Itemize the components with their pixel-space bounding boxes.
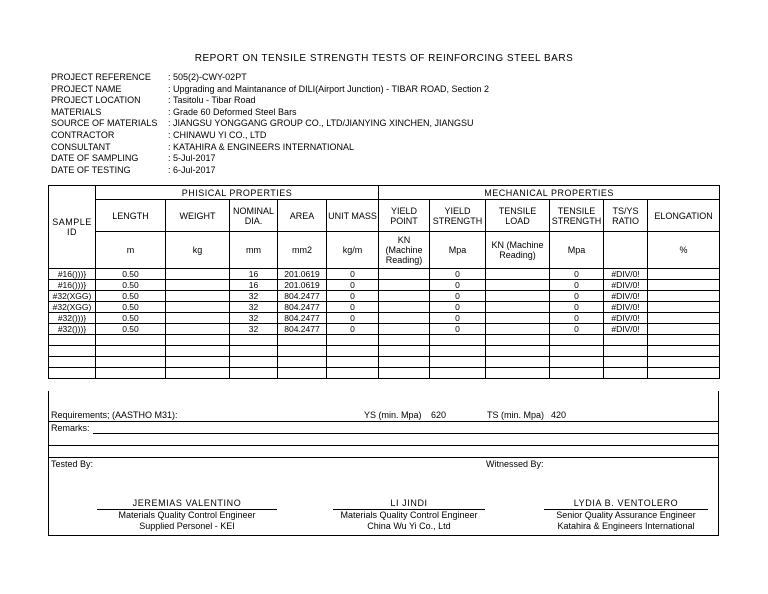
ratio-cell: #DIV/0! [604,269,648,280]
tensile-strength-cell: 0 [550,324,604,335]
info-label: DATE OF TESTING [51,164,131,175]
unit-mass-cell: 0 [327,291,379,302]
signatory-role: Senior Quality Assurance Engineer [544,509,708,521]
unit-mass-unit: kg/m [327,232,379,269]
sample-id-header: SAMPLE ID [49,186,96,269]
table-row [49,291,720,302]
signature-block-tester [97,498,277,532]
elongation-cell [648,280,720,291]
yield-strength-cell: 0 [430,269,486,280]
unit-mass-cell: 0 [327,324,379,335]
tensile-load-cell [486,291,550,302]
info-row-project-name: PROJECT NAME : Upgrading and Maintanance of DILI(Airport Junction) - TIBAR ROAD, Section 2 [51,83,489,94]
unit-mass-header: UNIT MASS [327,200,379,232]
info-value: 505(2)-CWY-02PT [173,72,247,82]
info-label: PROJECT REFERENCE [51,72,151,82]
tensile-load-unit: KN (Machine Reading) [486,232,550,269]
ts-min-label: TS (min. Mpa) [487,410,545,420]
tensile-load-cell [486,324,550,335]
info-value: CHINAWU YI CO., LTD [173,129,267,140]
unit-mass-cell: 0 [327,269,379,280]
yield-point-cell [379,269,430,280]
tested-by-label: Tested By: [51,459,94,469]
table-row [49,269,720,280]
unit-mass-cell: 0 [327,302,379,313]
nominal-unit: mm [230,232,278,269]
nominal-cell: 32 [230,302,278,313]
elongation-unit: % [648,232,720,269]
divider [49,421,718,422]
signature-block-witness [544,498,708,532]
weight-cell [166,280,230,291]
weight-header: WEIGHT [166,200,230,232]
yield-strength-header: YIELD STRENGTH [430,200,486,232]
info-label: CONTRACTOR [51,129,115,140]
ratio-cell: #DIV/0! [604,280,648,291]
elongation-cell [648,291,720,302]
signatory-org: China Wu Yi Co., Ltd [367,521,451,531]
tensile-strength-cell: 0 [550,313,604,324]
tensile-strength-cell: 0 [550,291,604,302]
yield-strength-cell: 0 [430,324,486,335]
length-cell: 0.50 [96,269,166,280]
length-cell: 0.50 [96,324,166,335]
weight-cell [166,324,230,335]
elongation-cell [648,313,720,324]
ratio-unit [604,232,648,269]
remarks-line [49,445,718,446]
info-row-project-location: PROJECT LOCATION : Tasitolu - Tibar Road [51,95,256,106]
sample-id-cell: #32(XGG) [49,291,96,302]
results-table [48,185,720,379]
table-row [49,313,720,324]
info-row-contractor: CONTRACTOR : CHINAWU YI CO., LTD [51,129,267,140]
info-label: DATE OF SAMPLING [51,153,139,164]
elongation-header: ELONGATION [648,200,720,232]
section-header-row [49,186,720,200]
info-value: JIANGSU YONGGANG GROUP CO., LTD/JIANYING XINCHEN, JIANGSU [173,118,474,129]
ratio-cell: #DIV/0! [604,302,648,313]
length-unit: m [96,232,166,269]
ratio-cell: #DIV/0! [604,291,648,302]
info-label: PROJECT NAME [51,83,122,94]
table-row [49,302,720,313]
area-cell: 804.2477 [278,302,327,313]
signatory-org: Supplied Personel - KEI [139,521,235,531]
tensile-strength-cell: 0 [550,302,604,313]
info-row-project-reference: PROJECT REFERENCE : 505(2)-CWY-02PT [51,72,247,82]
signatory-org: Katahira & Engineers International [557,521,695,531]
column-names-row [49,200,720,232]
remarks-line [93,433,718,434]
tensile-strength-cell: 0 [550,280,604,291]
tensile-load-cell [486,302,550,313]
signatory-name: LI JINDI [390,498,428,508]
unit-mass-cell: 0 [327,313,379,324]
tensile-load-cell [486,269,550,280]
info-value: 5-Jul-2017 [173,153,216,164]
length-cell: 0.50 [96,313,166,324]
yield-strength-cell: 0 [430,280,486,291]
area-header: AREA [278,200,327,232]
tensile-load-header: TENSILE LOAD [486,200,550,232]
info-row-materials: MATERIALS : Grade 60 Deformed Steel Bars [51,106,297,117]
yield-point-cell [379,313,430,324]
witnessed-by-label: Witnessed By: [486,459,544,469]
tensile-strength-unit: Mpa [550,232,604,269]
signatory-name: JEREMIAS VALENTINO [132,498,242,508]
info-row-date-testing: DATE OF TESTING : 6-Jul-2017 [51,164,216,175]
area-cell: 201.0619 [278,280,327,291]
tensile-strength-cell: 0 [550,269,604,280]
signatory-role: Materials Quality Control Engineer [97,509,277,521]
tensile-strength-header: TENSILE STRENGTH [550,200,604,232]
yield-strength-cell: 0 [430,313,486,324]
sample-id-cell: #32()))} [49,324,96,335]
info-row-consultant: CONSULTANT : KATAHIRA & ENGINEERS INTERNATIONAL [51,141,355,152]
yield-strength-unit: Mpa [430,232,486,269]
ys-min-label: YS (min. Mpa) [364,410,422,420]
sample-id-cell: #16()))} [49,280,96,291]
area-cell: 804.2477 [278,291,327,302]
yield-point-cell [379,302,430,313]
empty-row [49,357,720,368]
info-value: Tasitolu - Tibar Road [173,95,256,106]
weight-cell [166,269,230,280]
nominal-cell: 32 [230,324,278,335]
empty-row [49,335,720,346]
sample-id-cell: #16()))} [49,269,96,280]
yield-point-unit: KN (Machine Reading) [379,232,430,269]
yield-point-header: YIELD POINT [379,200,430,232]
empty-row [49,368,720,379]
sample-id-cell: #32()))} [49,313,96,324]
nominal-cell: 16 [230,280,278,291]
info-row-source: SOURCE OF MATERIALS : JIANGSU YONGGANG GROUP CO., LTD/JIANYING XINCHEN, JIANGSU [51,118,474,129]
tensile-load-cell [486,280,550,291]
ratio-cell: #DIV/0! [604,313,648,324]
sample-id-cell: #32(XGG) [49,302,96,313]
mechanical-properties-header: MECHANICAL PROPERTIES [379,186,720,200]
units-row [49,232,720,269]
info-value: KATAHIRA & ENGINEERS INTERNATIONAL [173,141,355,152]
weight-cell [166,313,230,324]
info-row-date-sampling: DATE OF SAMPLING : 5-Jul-2017 [51,153,216,164]
area-cell: 804.2477 [278,313,327,324]
info-value: Grade 60 Deformed Steel Bars [173,106,297,117]
weight-unit: kg [166,232,230,269]
weight-cell [166,302,230,313]
nominal-cell: 16 [230,269,278,280]
tensile-load-cell [486,313,550,324]
nominal-dia-header: NOMINAL DIA. [230,200,278,232]
length-cell: 0.50 [96,291,166,302]
table-row [49,280,720,291]
length-cell: 0.50 [96,302,166,313]
table-row [49,324,720,335]
area-cell: 804.2477 [278,324,327,335]
report-footer [48,391,719,536]
info-label: CONSULTANT [51,141,111,152]
yield-strength-cell: 0 [430,291,486,302]
ts-min-value: 420 [551,410,567,420]
elongation-cell [648,302,720,313]
info-label: MATERIALS [51,106,102,117]
info-label: PROJECT LOCATION [51,95,141,106]
signatory-role: Materials Quality Control Engineer [333,509,485,521]
area-unit: mm2 [278,232,327,269]
ratio-cell: #DIV/0! [604,324,648,335]
info-label: SOURCE OF MATERIALS [51,118,158,129]
unit-mass-cell: 0 [327,280,379,291]
report-title: REPORT ON TENSILE STRENGTH TESTS OF REINFORCING STEEL BARS [194,53,574,64]
nominal-cell: 32 [230,291,278,302]
weight-cell [166,291,230,302]
area-cell: 201.0619 [278,269,327,280]
info-value: 6-Jul-2017 [173,164,216,175]
yield-strength-cell: 0 [430,302,486,313]
yield-point-cell [379,291,430,302]
elongation-cell [648,324,720,335]
length-cell: 0.50 [96,280,166,291]
signatory-name: LYDIA B. VENTOLERO [573,498,679,508]
yield-point-cell [379,280,430,291]
requirements-label: Requirements; (AASTHO M31): [51,410,178,420]
divider [49,457,718,458]
nominal-cell: 32 [230,313,278,324]
project-info [51,72,489,176]
ts-ys-ratio-header: TS/YS RATIO [604,200,648,232]
physical-properties-header: PHISICAL PROPERTIES [96,186,379,200]
remarks-label: Remarks: [51,423,90,433]
length-header: LENGTH [96,200,166,232]
elongation-cell [648,269,720,280]
empty-row [49,346,720,357]
yield-point-cell [379,324,430,335]
info-value: Upgrading and Maintanance of DILI(Airport Junction) - TIBAR ROAD, Section 2 [173,83,489,94]
ys-min-value: 620 [431,410,447,420]
signature-block-contractor [333,498,485,532]
